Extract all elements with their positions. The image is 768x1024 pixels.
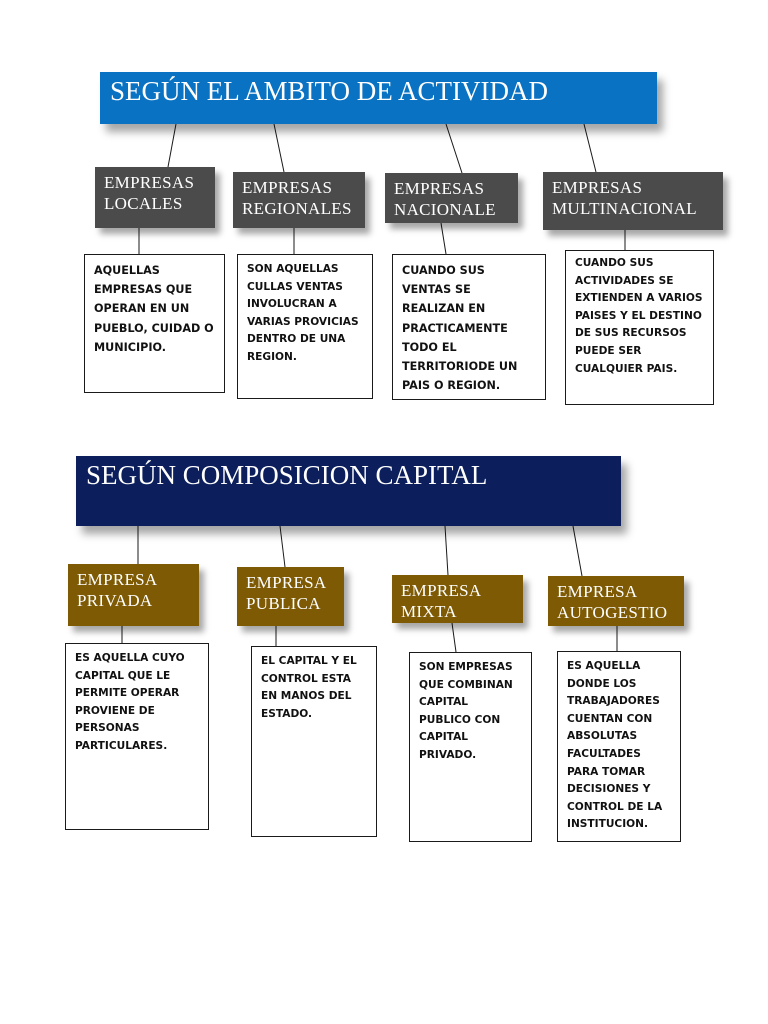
connector-line	[168, 124, 176, 167]
connector-line	[274, 124, 284, 172]
category-empresas-regionales: EMPRESAS REGIONALES	[233, 172, 365, 228]
category-empresas-locales: EMPRESAS LOCALES	[95, 167, 215, 228]
connector-line	[446, 124, 462, 173]
description-empresas-nacionales: CUANDO SUS VENTAS SE REALIZAN EN PRACTICAMENTE TODO EL TERRITORIODE UN PAIS O REGION.	[392, 254, 546, 400]
description-empresas-regionales: SON AQUELLAS CULLAS VENTAS INVOLUCRAN A VARIAS PROVICIAS DENTRO DE UNA REGION.	[237, 254, 373, 399]
category-empresas-multinacional: EMPRESAS MULTINACIONAL	[543, 172, 723, 230]
description-empresas-locales: AQUELLAS EMPRESAS QUE OPERAN EN UN PUEBLO, CUIDAD O MUNICIPIO.	[84, 254, 225, 393]
description-empresa-mixta: SON EMPRESAS QUE COMBINAN CAPITAL PUBLICO CON CAPITAL PRIVADO.	[409, 652, 532, 842]
category-empresa-publica: EMPRESA PUBLICA	[237, 567, 344, 626]
description-empresa-privada: ES AQUELLA CUYO CAPITAL QUE LE PERMITE OPERAR PROVIENE DE PERSONAS PARTICULARES.	[65, 643, 209, 830]
connector-line	[280, 526, 285, 567]
category-empresa-autogestion: EMPRESA AUTOGESTIO	[548, 576, 684, 626]
description-empresa-publica: EL CAPITAL Y EL CONTROL ESTA EN MANOS DEL ESTADO.	[251, 646, 377, 837]
connector-line	[584, 124, 596, 172]
connector-line	[573, 526, 582, 576]
section-ambito-title: SEGÚN EL AMBITO DE ACTIVIDAD	[100, 72, 657, 124]
category-empresas-nacionales: EMPRESAS NACIONALE	[385, 173, 518, 223]
description-empresas-multinacional: CUANDO SUS ACTIVIDADES SE EXTIENDEN A VARIOS PAISES Y EL DESTINO DE SUS RECURSOS PUEDE SER CUALQUIER PAIS.	[565, 250, 714, 405]
section-capital-title: SEGÚN COMPOSICION CAPITAL	[76, 456, 621, 526]
description-empresa-autogestion: ES AQUELLA DONDE LOS TRABAJADORES CUENTAN CON ABSOLUTAS FACULTADES PARA TOMAR DECISIONES Y CONTROL DE LA INSTITUCION.	[557, 651, 681, 842]
connector-line	[441, 223, 446, 254]
connector-line	[445, 526, 448, 575]
connector-line	[452, 623, 456, 652]
category-empresa-privada: EMPRESA PRIVADA	[68, 564, 199, 626]
category-empresa-mixta: EMPRESA MIXTA	[392, 575, 523, 623]
